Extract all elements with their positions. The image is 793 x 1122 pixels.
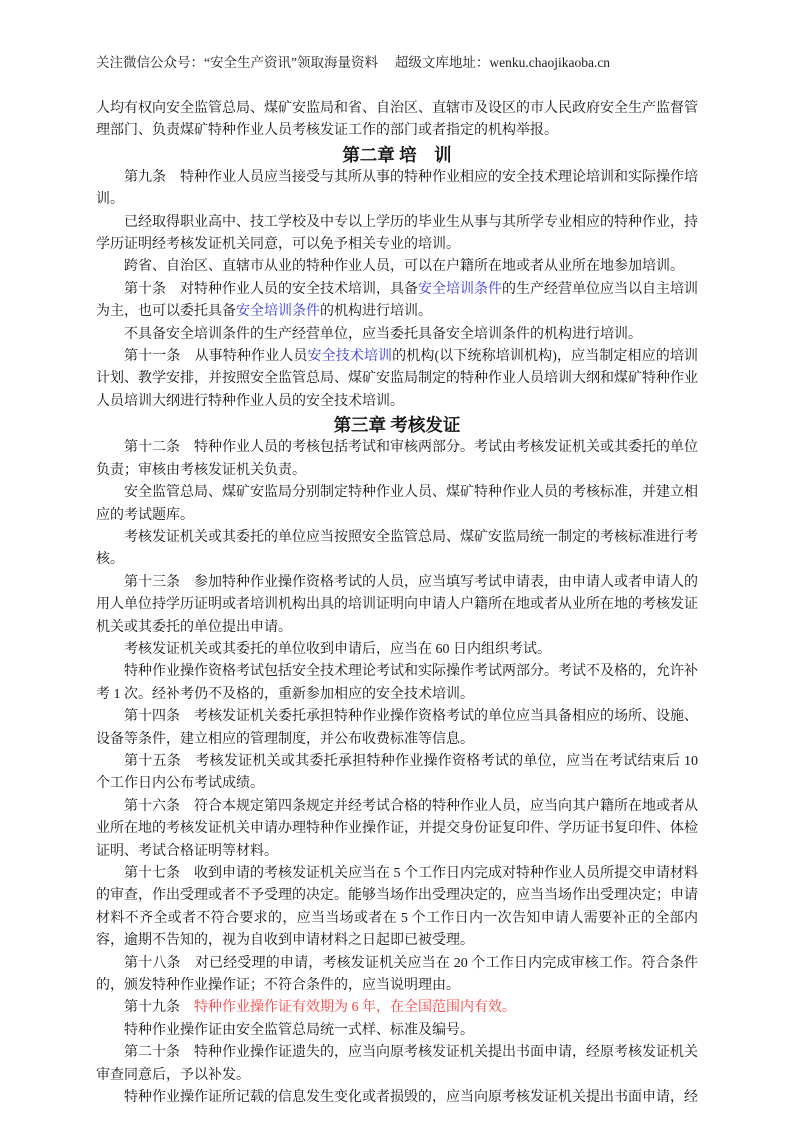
text-run: 第十七条 收到申请的考核发证机关应当在 5 个工作日内完成对特种作业人员所提交申请材料的审查，作出受理或者不予受理的决定。能够当场作出受理决定的，应当当场作出受理决定；申请材料不齐全或者不符合要求的，应当当场或者在 5 个工作日内一次告知申请人需要补正的全部内容，逾期不告知的，视为自收到申请材料之日起即已被受理。	[96, 866, 698, 949]
text-run: 人均有权向安全监管总局、煤矿安监局和省、自治区、直辖市及设区的市人民政府安全生产监督管理部门、负责煤矿特种作业人员考核发证工作的部门或者指定的机构举报。	[96, 101, 698, 139]
hyperlink-text[interactable]: 安全培训条件	[418, 281, 502, 297]
paragraph	[96, 796, 698, 863]
text-run: 第十五条 考核发证机关或其委托承担特种作业操作资格考试的单位，应当在考试结束后 10 个工作日内公布考试成绩。	[96, 753, 698, 792]
paragraph	[96, 346, 698, 413]
text-run: 第九条 特种作业人员应当接受与其所从事的特种作业相应的安全技术理论培训和实际操作培训。	[96, 169, 698, 208]
promo-header-note: 关注微信公众号：“安全生产资讯”领取海量资料 超级文库地址：wenku.chaojikaoba.cn	[96, 55, 611, 70]
highlighted-red-text: 特种作业操作证有效期为 6 年，在全国范围内有效。	[194, 1000, 516, 1016]
paragraph	[96, 863, 698, 953]
paragraph	[96, 751, 698, 796]
paragraph	[96, 98, 698, 143]
text-run: 第十九条	[124, 1000, 194, 1016]
paragraph	[96, 256, 698, 278]
paragraph	[96, 1042, 698, 1087]
paragraph	[96, 572, 698, 639]
text-run: 跨省、自治区、直辖市从业的特种作业人员，可以在户籍所在地或者从业所在地参加培训。	[124, 259, 684, 275]
hyperlink-text[interactable]: 安全技术培训	[307, 349, 393, 365]
paragraph	[96, 1087, 698, 1109]
text-run: 的生产经营单位应当以自主培训为主，也可以委托具备	[96, 281, 698, 320]
text-run: 的机构(以下统称培训机构)，应当制定相应的培训计划、教学安排，并按照安全监管总局、煤矿安监局制定的特种作业人员培训大纲和煤矿特种作业人员培训大纲进行特种作业人员的安全技术培训。	[96, 349, 699, 409]
paragraph	[96, 324, 698, 346]
paragraph	[96, 639, 698, 661]
text-run: 特种作业操作证由安全监管总局统一式样、标准及编号。	[124, 1022, 474, 1038]
paragraph	[96, 212, 698, 257]
text-run: 考核发证机关或其委托的单位收到申请后，应当在 60 日内组织考试。	[124, 641, 551, 657]
page-content	[96, 54, 698, 1109]
paragraph	[96, 661, 698, 706]
text-run: 第二十条 特种作业操作证遗失的，应当向原考核发证机关提出书面申请，经原考核发证机关审查同意后，予以补发。	[96, 1045, 698, 1083]
chapter-heading	[96, 143, 698, 167]
chapter-heading	[96, 413, 698, 437]
text-run: 第十四条 考核发证机关委托承担特种作业操作资格考试的单位应当具备相应的场所、设施、设备等条件，建立相应的管理制度，并公布收费标准等信息。	[96, 709, 698, 747]
hyperlink-text[interactable]: 安全培训条件	[236, 304, 320, 320]
text-run: 不具备安全培训条件的生产经营单位，应当委托具备安全培训条件的机构进行培训。	[124, 326, 642, 342]
paragraph	[96, 279, 698, 324]
text-run: 考核发证机关或其委托的单位应当按照安全监管总局、煤矿安监局统一制定的考核标准进行考核。	[96, 529, 698, 568]
text-run: 第十六条 符合本规定第四条规定并经考试合格的特种作业人员，应当向其户籍所在地或者从业所在地的考核发证机关申请办理特种作业操作证，并提交身份证复印件、学历证书复印件、体检证明、考试合格证明等材料。	[96, 798, 698, 859]
paragraph	[96, 167, 698, 212]
text-run: 第十二条 特种作业人员的考核包括考试和审核两部分。考试由考核发证机关或其委托的单位负责；审核由考核发证机关负责。	[96, 440, 698, 478]
text-run: 第二章 培 训	[342, 144, 452, 165]
text-run: 安全监管总局、煤矿安监局分别制定特种作业人员、煤矿特种作业人员的考核标准，并建立相应的考试题库。	[96, 485, 698, 523]
paragraph	[96, 527, 698, 572]
paragraph	[96, 482, 698, 527]
text-run: 第三章 考核发证	[333, 415, 461, 436]
text-run: 第十一条 从事特种作业人员	[124, 349, 308, 365]
document-body	[96, 98, 698, 1109]
text-run: 已经取得职业高中、技工学校及中专以上学历的毕业生从事与其所学专业相应的特种作业，持学历证明经考核发证机关同意，可以免予相关专业的培训。	[96, 214, 698, 253]
paragraph	[96, 437, 698, 482]
paragraph	[96, 997, 698, 1019]
text-run: 第十八条 对已经受理的申请，考核发证机关应当在 20 个工作日内完成审核工作。符合条件的，颁发特种作业操作证；不符合条件的，应当说明理由。	[96, 955, 698, 994]
text-run: 特种作业操作资格考试包括安全技术理论考试和实际操作考试两部分。考试不及格的，允许补考 1 次。经补考仍不及格的，重新参加相应的安全技术培训。	[96, 664, 698, 702]
paragraph	[96, 1020, 698, 1042]
text-run: 第十三条 参加特种作业操作资格考试的人员，应当填写考试申请表，由申请人或者申请人的用人单位持学历证明或者培训机构出具的培训证明向申请人户籍所在地或者从业所在地的考核发证机关或其委托的单位提出申请。	[96, 574, 698, 635]
text-run: 特种作业操作证所记载的信息发生变化或者损毁的，应当向原考核发证机关提出书面申请，经	[124, 1090, 698, 1106]
paragraph	[96, 706, 698, 751]
text-run: 第十条 对特种作业人员的安全技术培训，具备	[124, 281, 418, 297]
paragraph	[96, 953, 698, 998]
text-run: 的机构进行培训。	[320, 304, 432, 320]
